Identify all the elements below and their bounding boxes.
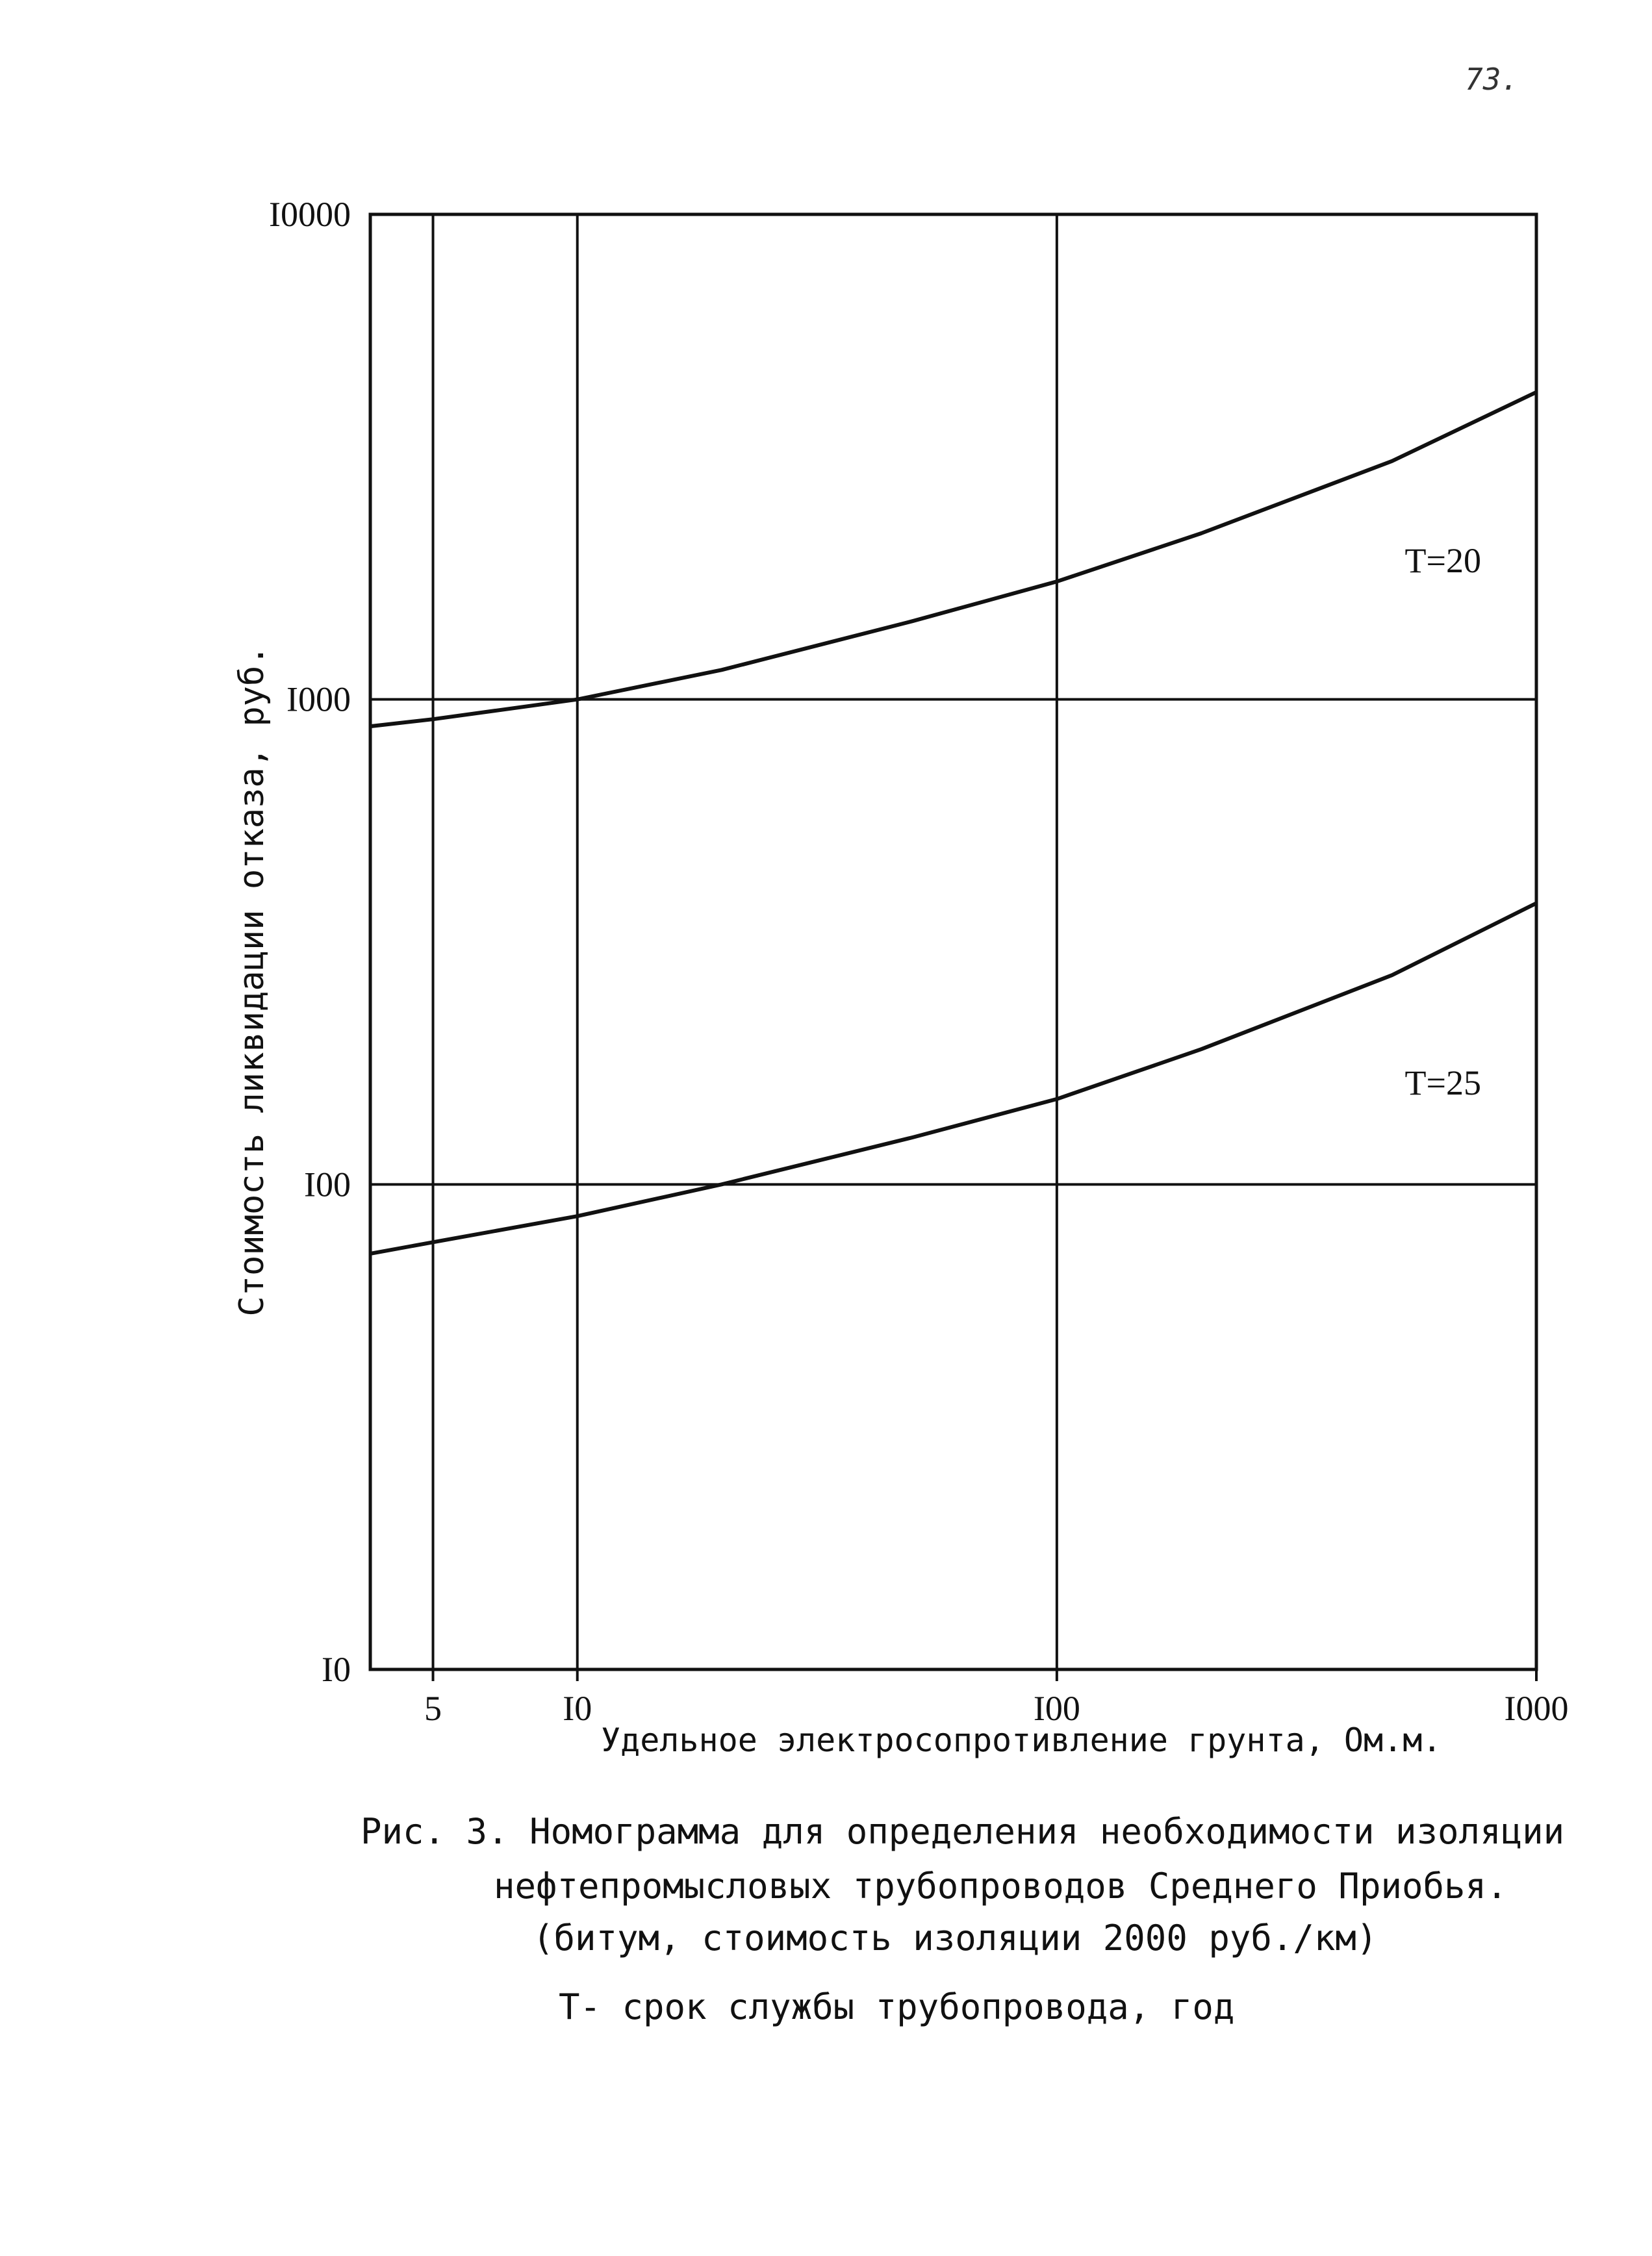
figure-caption-line-2: нефтепромысловых трубопроводов Среднего Приобья.: [494, 1866, 1508, 1907]
figure-legend-note: Т- срок службы трубопровода, год: [559, 1986, 1235, 2027]
tick-and-series-labels: [269, 195, 1568, 1728]
y-tick-label-10: I0: [322, 1650, 351, 1689]
y-tick-label-1000: I000: [286, 679, 351, 719]
x-axis-label: Удельное электросопротивление грунта, Ом.м.: [601, 1721, 1442, 1759]
page-number: 73.: [1465, 62, 1519, 97]
series-line-T=25: [370, 903, 1536, 1254]
x-tick-label-100: I00: [1033, 1689, 1080, 1728]
x-tick-label-10: I0: [563, 1689, 592, 1728]
figure-caption-line-1: Рис. 3. Номограмма для определения необходимости изоляции: [361, 1811, 1565, 1852]
series-label-T=25: T=25: [1404, 1063, 1481, 1103]
plot-frame: [370, 214, 1536, 1669]
y-tick-label-100: I00: [304, 1165, 351, 1204]
x-tick-label-5: 5: [424, 1689, 442, 1728]
gridlines: [370, 214, 1536, 1669]
y-axis-label: Стоимость ликвидации отказа, руб.: [233, 645, 272, 1317]
figure-caption-line-3: (битум, стоимость изоляции 2000 руб./км): [533, 1918, 1378, 1958]
x-tick-label-1000: I000: [1504, 1689, 1569, 1728]
series-lines: [370, 392, 1536, 1254]
series-line-T=20: [370, 392, 1536, 726]
y-tick-label-10000: I0000: [269, 195, 351, 234]
series-label-T=20: T=20: [1404, 540, 1481, 580]
